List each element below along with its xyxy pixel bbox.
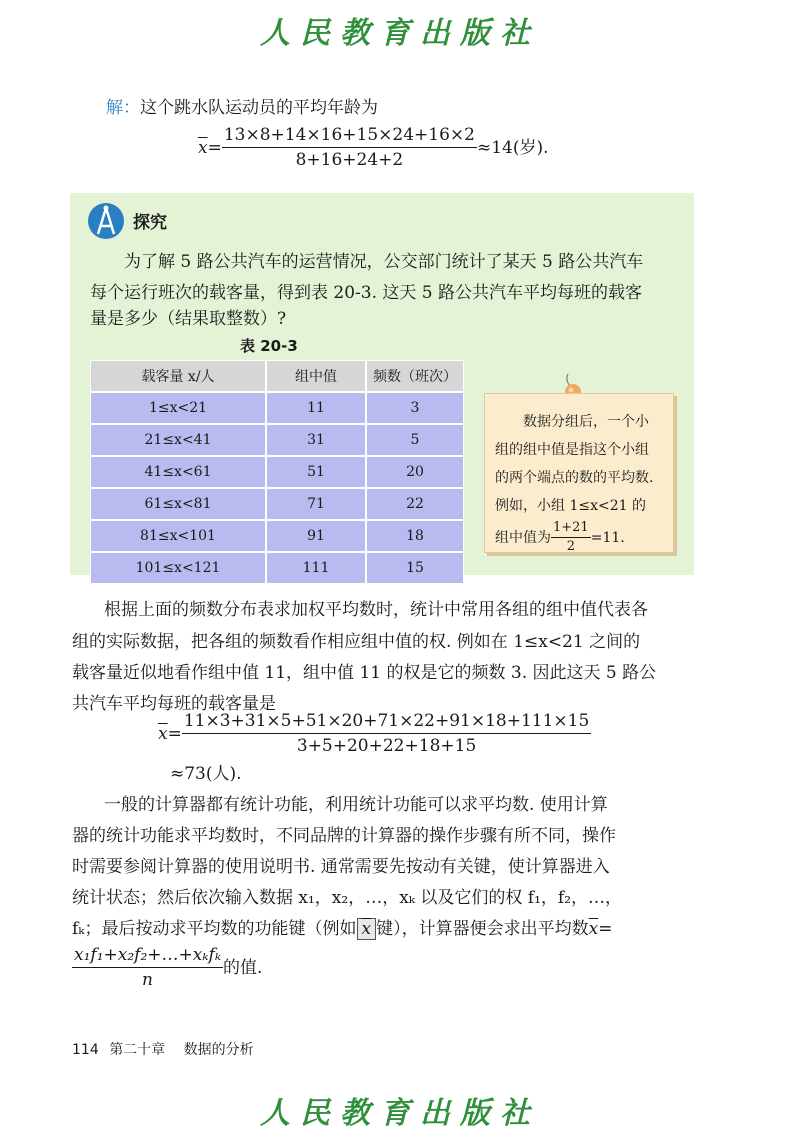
note-line-4: 例如，小组 1≤x<21 的 [495, 498, 646, 514]
solution-line [106, 92, 378, 124]
p2-last-eq: = [598, 919, 613, 939]
cell-range: 1≤x<21 [90, 392, 266, 424]
body-frac-num: 11×3+31×5+51×20+71×22+91×18+111×15 [182, 710, 591, 734]
solution-fraction [222, 124, 477, 171]
table-row [90, 392, 464, 424]
solution-equation [198, 124, 549, 171]
table-caption: 表 20-3 [240, 337, 298, 355]
section-label: 数据的分析 [183, 1042, 254, 1058]
note-line-3: 的两个端点的数的平均数. [495, 470, 654, 486]
explore-title: 探究 [133, 213, 167, 233]
cell-range: 81≤x<101 [90, 520, 266, 552]
p2-last-b: 键），计算器便会求出平均数 [376, 919, 589, 939]
note-last-suffix: =11. [590, 529, 625, 546]
cell-frequency: 22 [366, 488, 464, 520]
cell-frequency: 18 [366, 520, 464, 552]
note-fraction [551, 520, 591, 555]
body-p2-line-5 [72, 913, 612, 945]
body-p2-line-3: 时需要参阅计算器的使用说明书. 通常需要先按动有关键，使计算器进入 [72, 857, 610, 877]
note-last-prefix: 组中值为 [495, 529, 551, 546]
body-p2-line-1: 一般的计算器都有统计功能，利用统计功能可以求平均数. 使用计算 [104, 795, 608, 815]
note-line-5 [495, 520, 665, 555]
cell-range: 61≤x<81 [90, 488, 266, 520]
formula-num: x₁f₁+x₂f₂+…+xₖfₖ [72, 944, 223, 968]
compass-explore-icon [87, 202, 125, 240]
body-fraction [182, 710, 591, 757]
formula-line [72, 944, 262, 991]
mean-key-icon: $\overline{x}$ [357, 918, 377, 940]
explore-line-1: 为了解 5 路公共汽车的运营情况，公交部门统计了某天 5 路公共汽车 [124, 252, 644, 272]
body-p2-line-4: 统计状态；然后依次输入数据 x₁，x₂，…，xₖ 以及它们的权 f₁，f₂，…， [72, 888, 623, 908]
cell-midpoint: 11 [266, 392, 366, 424]
fraction-denominator: 8+16+24+2 [295, 150, 404, 170]
formula-suffix: 的值. [223, 957, 263, 978]
cell-midpoint: 31 [266, 424, 366, 456]
body-p1-line-3: 载客量近似地看作组中值 11，组中值 11 的权是它的频数 3. 因此这天 5 路公 [72, 663, 657, 683]
mean-symbol-2: $\overline{x}$ [158, 723, 168, 744]
cell-frequency: 3 [366, 392, 464, 424]
cell-midpoint: 91 [266, 520, 366, 552]
body-p1-line-4: 共汽车平均每班的载客量是 [72, 694, 276, 714]
frequency-table [90, 360, 464, 584]
cell-midpoint: 71 [266, 488, 366, 520]
note-card [484, 393, 674, 553]
table-row [90, 488, 464, 520]
cell-midpoint: 51 [266, 456, 366, 488]
body-p2-line-2: 器的统计功能求平均数时，不同品牌的计算器的操作步骤有所不同，操作 [72, 826, 616, 846]
body-frac-den: 3+5+20+22+18+15 [296, 736, 477, 756]
p2-last-a: fₖ；最后按动求平均数的功能键（例如 [72, 919, 357, 939]
table-row [90, 552, 464, 584]
note-frac-num: 1+21 [551, 520, 591, 538]
solution-result: ≈14(岁). [476, 137, 549, 158]
note-line-1: 数据分组后，一个小 [523, 414, 649, 430]
cell-midpoint: 111 [266, 552, 366, 584]
note-line-2: 组的组中值是指这个小组 [495, 442, 649, 458]
solution-text: 这个跳水队运动员的平均年龄为 [140, 98, 378, 118]
body-p1-line-1: 根据上面的频数分布表求加权平均数时，统计中常用各组的组中值代表各 [104, 600, 648, 620]
formula-den: n [142, 970, 153, 990]
chapter-label: 第二十章 [109, 1042, 166, 1058]
equals-sign-2: = [167, 723, 182, 744]
header-midpoint: 组中值 [266, 360, 366, 392]
page-number: 114 [72, 1042, 99, 1058]
header-frequency: 频数（班次） [366, 360, 464, 392]
weighted-mean-fraction [72, 944, 223, 991]
cell-frequency: 15 [366, 552, 464, 584]
mean-symbol: $\overline{x}$ [198, 137, 208, 158]
table-header-row [90, 360, 464, 392]
table-row [90, 424, 464, 456]
fraction-numerator: 13×8+14×16+15×24+16×2 [222, 124, 477, 148]
cell-frequency: 5 [366, 424, 464, 456]
equals-sign: = [207, 137, 222, 158]
header-load: 载客量 x/人 [90, 360, 266, 392]
table-row [90, 456, 464, 488]
mean-symbol-3: $\overline{x}$ [588, 919, 599, 939]
cell-range: 21≤x<41 [90, 424, 266, 456]
explore-line-2: 每个运行班次的载客量，得到表 20-3. 这天 5 路公共汽车平均每班的载客 [90, 283, 643, 303]
page-footer [72, 1039, 254, 1059]
solution-label: 解： [106, 98, 140, 118]
cell-frequency: 20 [366, 456, 464, 488]
cell-range: 41≤x<61 [90, 456, 266, 488]
note-frac-den: 2 [566, 539, 575, 554]
body-p1-line-2: 组的实际数据，把各组的频数看作相应组中值的权. 例如在 1≤x<21 之间的 [72, 632, 641, 652]
publisher-footer: 人民教育出版社 [260, 1096, 540, 1131]
cell-range: 101≤x<121 [90, 552, 266, 584]
body-equation [158, 710, 591, 757]
body-eq-result: ≈73(人). [170, 764, 242, 784]
publisher-header: 人民教育出版社 [260, 16, 540, 51]
table-row [90, 520, 464, 552]
explore-line-3: 量是多少（结果取整数）? [90, 309, 287, 329]
